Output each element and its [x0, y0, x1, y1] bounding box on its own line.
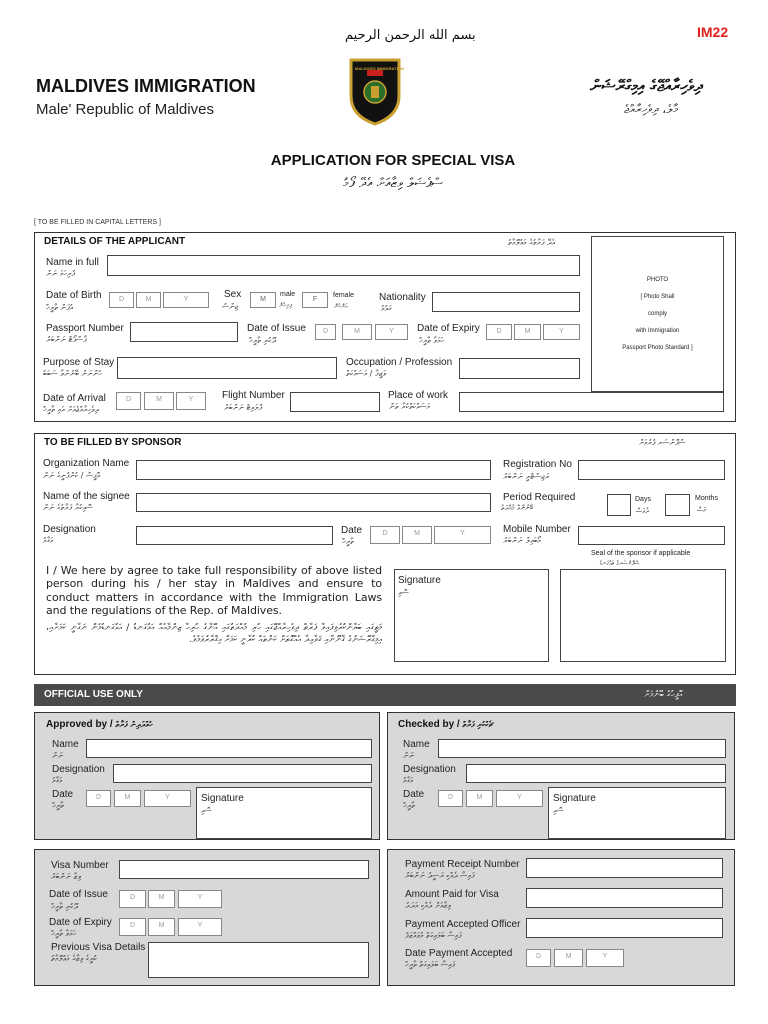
mobile-number-field[interactable] [578, 526, 725, 545]
arrival-label: Date of Arrival [43, 393, 106, 404]
pay-date-day-field[interactable]: D [526, 949, 551, 967]
visa-number-field[interactable] [119, 860, 369, 879]
bismillah-calligraphy: بسم الله الرحمن الرحيم [345, 28, 476, 43]
photo-line-3: comply [647, 311, 667, 317]
checked-designation-label-dv: މަޤާމު [403, 776, 414, 785]
prev-visa-label: Previous Visa Details [51, 942, 146, 953]
visa-number-label: Visa Number [51, 860, 109, 871]
pay-date-label-dv: ފައިސާ ބަލައިގަތް ތާރީޚް [405, 960, 456, 969]
visa-expiry-label: Date of Expiry [49, 917, 112, 928]
accepted-officer-field[interactable] [526, 918, 723, 938]
approved-signature-label-dv: ސޮއި [201, 806, 212, 815]
receipt-number-field[interactable] [526, 858, 723, 878]
dob-day-field[interactable]: D [109, 292, 134, 308]
sponsor-signature-label-dv: ސޮއި [398, 588, 409, 597]
pay-date-month-field[interactable]: M [554, 949, 583, 967]
applicant-header: DETAILS OF THE APPLICANT [44, 236, 186, 247]
flight-label-dv: ފްލައިޓް ނަންބަރު [224, 403, 263, 412]
officer-label-dv: ފައިސާ ބަލައިގަތް މުވައްޒަފު [405, 931, 462, 940]
arrival-month-field[interactable]: M [144, 392, 174, 410]
visa-issue-year-field[interactable]: Y [178, 890, 222, 908]
checked-signature-label: Signature [553, 793, 596, 804]
signee-name-field[interactable] [136, 493, 491, 512]
org-title: MALDIVES IMMIGRATION [36, 76, 256, 96]
passport-label-dv: ޕާސްޕޯޓް ނަންބަރު [46, 335, 87, 344]
approved-designation-label-dv: މަޤާމު [52, 776, 63, 785]
dhivehi-org-subtitle: މާލެ، ދިވެހިރާއްޖެ [624, 102, 679, 116]
visa-expiry-year-field[interactable]: Y [178, 918, 222, 936]
female-label: female [333, 292, 355, 299]
checked-designation-label: Designation [403, 764, 456, 775]
designation-label: Designation [43, 524, 96, 535]
photo-instructions [591, 272, 724, 357]
official-use-header: OFFICIAL USE ONLY [44, 689, 143, 700]
dob-label: Date of Birth [46, 290, 102, 301]
approved-date-year-field[interactable]: Y [144, 790, 191, 807]
org-name-label: Organization Name [43, 458, 130, 469]
sponsor-date-label-dv: ތާރީޚް [342, 537, 354, 546]
issue-label-dv: ދޫކުރި ތާރީޚް [249, 336, 276, 345]
sponsor-header: TO BE FILLED BY SPONSOR [44, 437, 182, 448]
applicant-header-dv: އެދޭ ފަރާތުގެ މަޢުލޫމާތު [508, 238, 556, 247]
months-label-dv: މަސް [697, 506, 707, 514]
amount-label-dv: ވިޒާއަށް ދެއްކި އަދަދު [405, 901, 451, 910]
capital-letters-note: [ TO BE FILLED IN CAPITAL LETTERS ] [34, 219, 161, 226]
approved-name-label-dv: ނަން [52, 751, 64, 760]
officer-label: Payment Accepted Officer [405, 919, 521, 930]
visa-issue-day-field[interactable]: D [119, 890, 146, 908]
sponsor-signature-label: Signature [398, 575, 441, 586]
mobile-label-dv: މޯބައިލް ނަންބަރު [503, 536, 542, 545]
approved-label: Approved by / [46, 719, 113, 730]
workplace-field[interactable] [459, 392, 724, 412]
occupation-field[interactable] [459, 358, 580, 379]
approved-label-dv: ހުއްދަދިން ފަރާތް [115, 720, 153, 729]
sponsor-date-year-field[interactable]: Y [434, 526, 491, 544]
purpose-label: Purpose of Stay [43, 357, 115, 368]
days-label-dv: ދުވަސް [636, 507, 649, 515]
arrival-day-field[interactable]: D [116, 392, 141, 410]
issue-month-field[interactable]: M [342, 324, 372, 340]
arrival-label-dv: ދިވެހިރާއްޖެއަށް އައި ތާރީޚް [43, 405, 99, 414]
checked-label: Checked by / [398, 719, 460, 730]
visa-expiry-day-field[interactable]: D [119, 918, 146, 936]
photo-line-4: with Immigration [635, 328, 680, 334]
days-label: Days [635, 496, 651, 503]
checked-date-day-field[interactable]: D [438, 790, 463, 807]
sponsor-date-month-field[interactable]: M [402, 526, 432, 544]
flight-label: Flight Number [222, 390, 285, 401]
occupation-label-dv: ވަޒީފާ / މަސައްކަތް [346, 369, 387, 378]
dhivehi-org-title: ދިވެހިރާއްޖޭގެ އިމިގްރޭޝަން [590, 76, 703, 95]
sponsor-date-label: Date [341, 525, 363, 536]
receipt-label-dv: ފައިސާ ދެއްކި ރަސީދު ނަންބަރު [405, 871, 475, 880]
sex-male-checkbox[interactable]: M [250, 292, 276, 308]
org-name-label-dv: އޮފީސް / ކުންފުނީގެ ނަން [43, 471, 100, 480]
approved-date-label: Date [52, 789, 74, 800]
receipt-label: Payment Receipt Number [405, 859, 520, 870]
checked-date-label-dv: ތާރީޚް [403, 801, 415, 810]
expiry-label: Date of Expiry [417, 323, 480, 334]
pay-date-year-field[interactable]: Y [586, 949, 624, 967]
visa-issue-label-dv: ދޫކުރި ތާރީޚް [51, 902, 78, 911]
prev-visa-label-dv: ކުރީގެ ވިޒާގެ މަޢުލޫމާތު [51, 954, 97, 963]
dob-year-field[interactable]: Y [163, 292, 209, 308]
sponsor-date-day-field[interactable]: D [370, 526, 400, 544]
sponsor-seal-box[interactable] [560, 569, 726, 662]
form-code: IM22 [697, 24, 729, 40]
reg-label: Registration No [503, 459, 572, 470]
issue-year-field[interactable]: Y [375, 324, 408, 340]
designation-field[interactable] [136, 526, 333, 545]
approved-name-label: Name [52, 739, 79, 750]
issue-day-field[interactable]: D [315, 324, 336, 340]
nationality-label-dv: ޤައުމު [381, 304, 392, 313]
declaration-dhivehi: މަތީގައި ބަޔާންކުރެވިފައިވާ ފަރާތް ދިވެހިރާއްޖޭގައި ހުރި މުއްދަތުގައި އޭނާގެ ހުރިހާ ޒިންމާއެއް އަޅުގަނޑު / އަޅުގަނޑުމެން ނަގާނީ ކަމަށާއި، އިމިގްރޭޝަނުގެ ޤާނޫނާއި ޤަވާޢިދާ އެއްގޮތަށް ކަންތައް ކުރާނީ ކަމަށް އިޤްރާރުވަމެވެ. [46, 623, 382, 645]
period-days-field[interactable] [607, 494, 631, 516]
issue-label: Date of Issue [247, 323, 306, 334]
approved-date-month-field[interactable]: M [114, 790, 141, 807]
expiry-label-dv: ހަމަވާ ތާރީޚް [419, 336, 444, 345]
pay-date-label: Date Payment Accepted [405, 948, 513, 959]
flight-number-field[interactable] [290, 392, 380, 412]
name-label: Name in full [46, 257, 99, 268]
visa-issue-label: Date of Issue [49, 889, 108, 900]
approved-signature-label: Signature [201, 793, 244, 804]
expiry-day-field[interactable]: D [486, 324, 512, 340]
male-label-dv: ފިރިހެން [279, 302, 292, 309]
visa-issue-month-field[interactable]: M [148, 890, 175, 908]
approved-designation-field[interactable] [113, 764, 372, 783]
sex-label: Sex [224, 289, 242, 300]
expiry-year-field[interactable]: Y [543, 324, 580, 340]
months-label: Months [695, 495, 718, 502]
passport-number-field[interactable] [130, 322, 238, 342]
page-title-dhivehi: ސްޕެޝަލް ވިޒާއަށް އެދޭ ފޯމު [343, 176, 443, 191]
approved-designation-label: Designation [52, 764, 105, 775]
checked-date-label: Date [403, 789, 425, 800]
approved-name-field[interactable] [86, 739, 372, 758]
checked-label-dv: ޗެކްކުރި ފަރާތް [462, 720, 494, 729]
period-label-dv: ބޭނުންވާ މުއްދަތު [501, 504, 534, 512]
dob-label-dv: އުފަން ތާރީޚް [46, 303, 74, 312]
sex-female-checkbox[interactable]: F [302, 292, 328, 308]
female-label-dv: އަންހެން [334, 303, 348, 310]
approved-header [46, 719, 153, 730]
name-label-dv: ފުރިހަމަ ނަން [46, 269, 75, 278]
visa-expiry-month-field[interactable]: M [148, 918, 175, 936]
emblem-text: MALDIVES IMMIGRATION [355, 66, 404, 71]
page-title: APPLICATION FOR SPECIAL VISA [270, 152, 516, 169]
photo-line-1: PHOTO [646, 277, 669, 283]
checked-signature-label-dv: ސޮއި [553, 806, 564, 815]
nationality-field[interactable] [432, 292, 580, 312]
visa-number-label-dv: ވިޒާ ނަންބަރު [51, 872, 81, 881]
purpose-label-dv: ހުންނަން ބޭނުންވާ ސަބަބު [43, 369, 102, 378]
checked-name-label: Name [403, 739, 430, 750]
photo-line-2: [ Photo Shall [640, 294, 675, 300]
male-label: male [280, 291, 296, 298]
visa-expiry-label-dv: ހަމަވާ ތާރީޚް [51, 929, 76, 938]
dob-month-field[interactable]: M [136, 292, 161, 308]
amount-label: Amount Paid for Visa [405, 889, 499, 900]
full-name-field[interactable] [107, 255, 580, 276]
period-label: Period Required [503, 492, 576, 503]
checked-header [398, 719, 493, 730]
photo-line-5: Passport Photo Standard ] [622, 345, 693, 351]
amount-paid-field[interactable] [526, 888, 723, 908]
organization-name-field[interactable] [136, 460, 491, 480]
checked-date-year-field[interactable]: Y [496, 790, 543, 807]
seal-label-dv: ސްޕޮންސަރގެ ތައްގަނޑު [600, 560, 640, 567]
passport-label: Passport Number [46, 323, 124, 334]
purpose-field[interactable] [117, 357, 337, 379]
checked-designation-field[interactable] [466, 764, 726, 783]
approved-date-day-field[interactable]: D [86, 790, 111, 807]
occupation-label: Occupation / Profession [346, 357, 453, 368]
signee-label: Name of the signee [43, 491, 130, 502]
checked-date-month-field[interactable]: M [466, 790, 493, 807]
designation-label-dv: މަޤާމު [43, 536, 54, 545]
workplace-label-dv: މަސައްކަތްކުރާ ތަން [389, 402, 430, 411]
official-use-header-dv: އޮފީހުގެ ބޭނުމަށް [644, 690, 683, 700]
signee-label-dv: ސޮއިކުރާ ފަރާތުގެ ނަން [43, 503, 93, 512]
registration-number-field[interactable] [578, 460, 725, 480]
workplace-label: Place of work [388, 390, 449, 401]
prev-visa-field[interactable] [148, 942, 369, 978]
checked-name-field[interactable] [438, 739, 726, 758]
seal-label: Seal of the sponsor if applicable [591, 550, 691, 557]
checked-name-label-dv: ނަން [403, 751, 415, 760]
arrival-year-field[interactable]: Y [176, 392, 206, 410]
nationality-label: Nationality [379, 292, 426, 303]
approved-date-label-dv: ތާރީޚް [52, 801, 64, 810]
org-subtitle: Male' Republic of Maldives [36, 101, 214, 118]
sponsor-header-dv: ސްޕޮންސަރ ފުރުމަށް [639, 438, 686, 447]
reg-label-dv: ރަޖިސްޓްރީ ނަންބަރު [503, 472, 550, 481]
period-months-field[interactable] [665, 494, 690, 516]
declaration-text: I / We here by agree to take full responsibility of above listed person during his / her stay in Maldives and ensure to conduct matters in accordance with the Immigration Laws and the regulations of the Rep. of Maldives. [46, 564, 382, 617]
expiry-month-field[interactable]: M [514, 324, 541, 340]
mobile-label: Mobile Number [503, 524, 571, 535]
sex-label-dv: ޖިންސު [222, 302, 238, 311]
